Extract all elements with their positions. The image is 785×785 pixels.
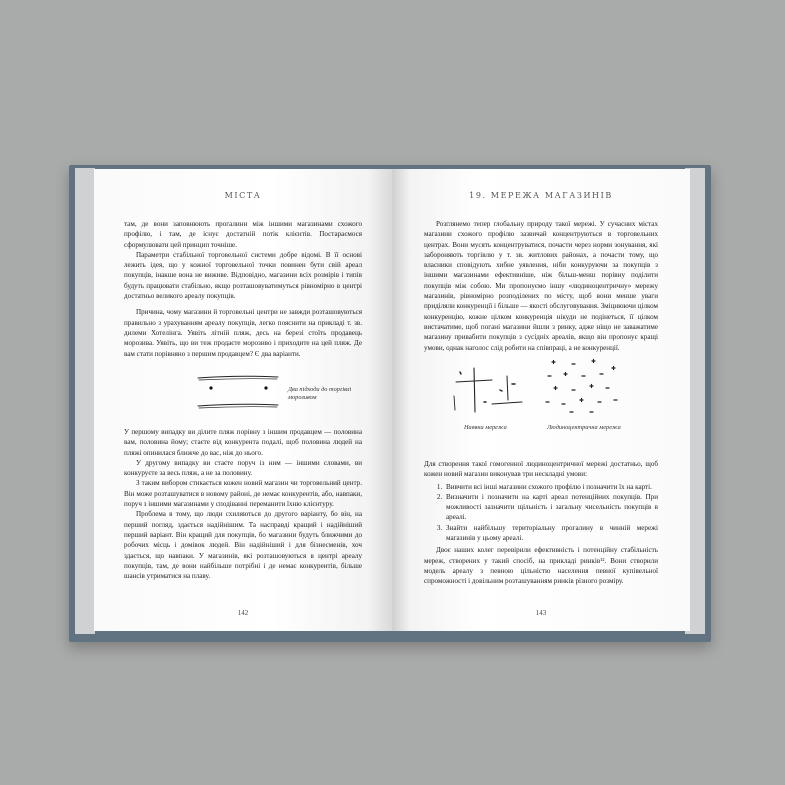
paragraph: Проблема в тому, що люди схиляються до другого варіанту, бо він, на перший погляд, здається надійнішим. Та насправді кращий і надійніший перший варіант. Він кращий для покупців, бо магазини будуть ближчими до робочих місць і домівок людей. Він надійніший і для бізнесменів, хоч здається, що навпаки. У магазинів, які розташовуються в центрі ареалу покупців, там, де вони найбільше потрібні і де немає конкурентів, більше шансів утриматися на плаву. — [124, 510, 362, 581]
list-item: 3. Знайти найбільшу територіальну прогалину в чинній мережі магазинів у цьому ареалі. — [444, 523, 658, 544]
paragraph: Причина, чому магазини й торговельні центри не завжди розташовуються правильно з урахуванням ареалу покупців, легко пояснити на прикладі т. зв. дилеми Хотелінга. Уявіть літній пляж, десь на березі стоїть продавець морозива. Уявіть, що ви теж продаєте морозиво і приходите на цей пляж. Де вам стати порівняно з першим продавцем? Є два варіанти. — [124, 308, 362, 358]
page-number-left: 142 — [237, 609, 249, 617]
running-head-left: МІСТА — [224, 191, 262, 200]
paragraph: Розглянемо тепер глобальну природу такої мережі. У сучасних містах магазини схожого профілю зазвичай концентруються в торговельних центрах. Вони мусять концентруватися, почасти через норми зонування, які забороняють торгівлю у т. зв. житлових районах, а почасти тому, що власники сповідують хибне уявлення, ніби конкуруючи за покупців з іншими магазинами ефективніше, ніж більш-менш порівну поділити покупців між собою. Ми пропонуємо іншу «людиноцентричну» мережу магазинів, рівномірно розподілених по місту, щоб вони менше уваги приділяли конкуренції і більше — якості обслуговування. Зміцнюючи цілком конкуренцію, кожне цілком конкуренція нікуди не подінеться, її цілком вистачатиме, щоб погані магазини йшли з ринку, адже ніщо не заважатиме магазину привабити покупців з сусідніх ареалів, якщо він пропонує кращі умови, однак наголос слід робити на співпраці, а не конкуренції. — [424, 220, 658, 352]
list-item: 2. Визначити і позначити на карті ареал потенційних покупців. При можливості зазначити щільність і загальну чисельність покупців в ареалі. — [444, 492, 658, 523]
right-page-text-bottom — [424, 459, 658, 587]
paragraph: Для створення такої гомогенної людиноцентричної мережі достатньо, щоб кожен новий магазин виконував три нескладні умови: — [424, 460, 658, 479]
figure-caption: Два підходи до торгівлі морозивом — [288, 386, 352, 401]
existing-network-sketch — [452, 362, 532, 422]
paragraph: Параметри стабільної торговельної системи добре відомі. В її основі лежить ідея, що у кожної торговельної точки повинен бути свій ареал покупців, інакше вона не виживе. Відповідно, магазини всіх розмірів і типів будуть працювати стабільно, якщо розташовуватимуться рівномірно в центрі достатньо великого ареалу покупців. — [124, 250, 362, 301]
beach-sketch — [196, 372, 281, 412]
beach-figure — [196, 372, 392, 427]
human-centric-network-sketch — [542, 356, 622, 416]
page-stack-left — [75, 168, 95, 634]
list-item: 1. Вивчити всі інші магазини схожого профілю і позначити їх на карті. — [444, 482, 658, 492]
network-figure — [452, 362, 652, 452]
paragraph: Двоє наших колег перевірили ефективність і потенційну стабільність мереж, створених у такий спосіб, на прикладі ринків¹². Вони створили модель ареалу з певною цільністю населення певної купівельної спроможності і довільним розташуванням ринків різного розміру. — [424, 546, 658, 586]
caption-existing-network: Наявна мережа — [464, 424, 507, 431]
paragraph: У першому випадку ви ділите пляж порівну з іншим продавцем — половина вам, половина йому; стаєте від конкурента подалі, щоб половина людей на пляжі опинилася ближче до вас, ніж до нього. — [124, 428, 362, 457]
right-page-text-top — [424, 219, 658, 353]
left-page-text-top — [124, 219, 362, 359]
paragraph: У другому випадку ви стаєте поруч із ним — іншими словами, ви конкуруєте за весь пляж, а не за половину. — [124, 458, 362, 478]
paragraph: там, де вони заповнюють прогалини між іншими магазинами схожого профілю, і там, де існує достатній потік клієнтів. Постараємося сформулювати цей принцип точніше. — [124, 220, 362, 249]
running-head-right: 19. МЕРЕЖА МАГАЗИНІВ — [469, 191, 613, 200]
caption-human-centric-network: Людиноцентрична мережа — [547, 424, 621, 431]
right-page — [392, 169, 690, 631]
left-page — [94, 169, 392, 631]
left-page-text-bottom — [124, 427, 362, 581]
page-number-right: 143 — [535, 609, 547, 617]
conditions-list — [424, 482, 658, 544]
paragraph: З таким вибором стикається кожен новий магазин чи торговельний центр. Він може розташуватися в новому районі, де немає конкурентів, або, навпаки, поруч з іншими магазинами у сподіванні переманити їхню клієнтуру. — [124, 479, 362, 509]
open-book — [69, 165, 711, 642]
